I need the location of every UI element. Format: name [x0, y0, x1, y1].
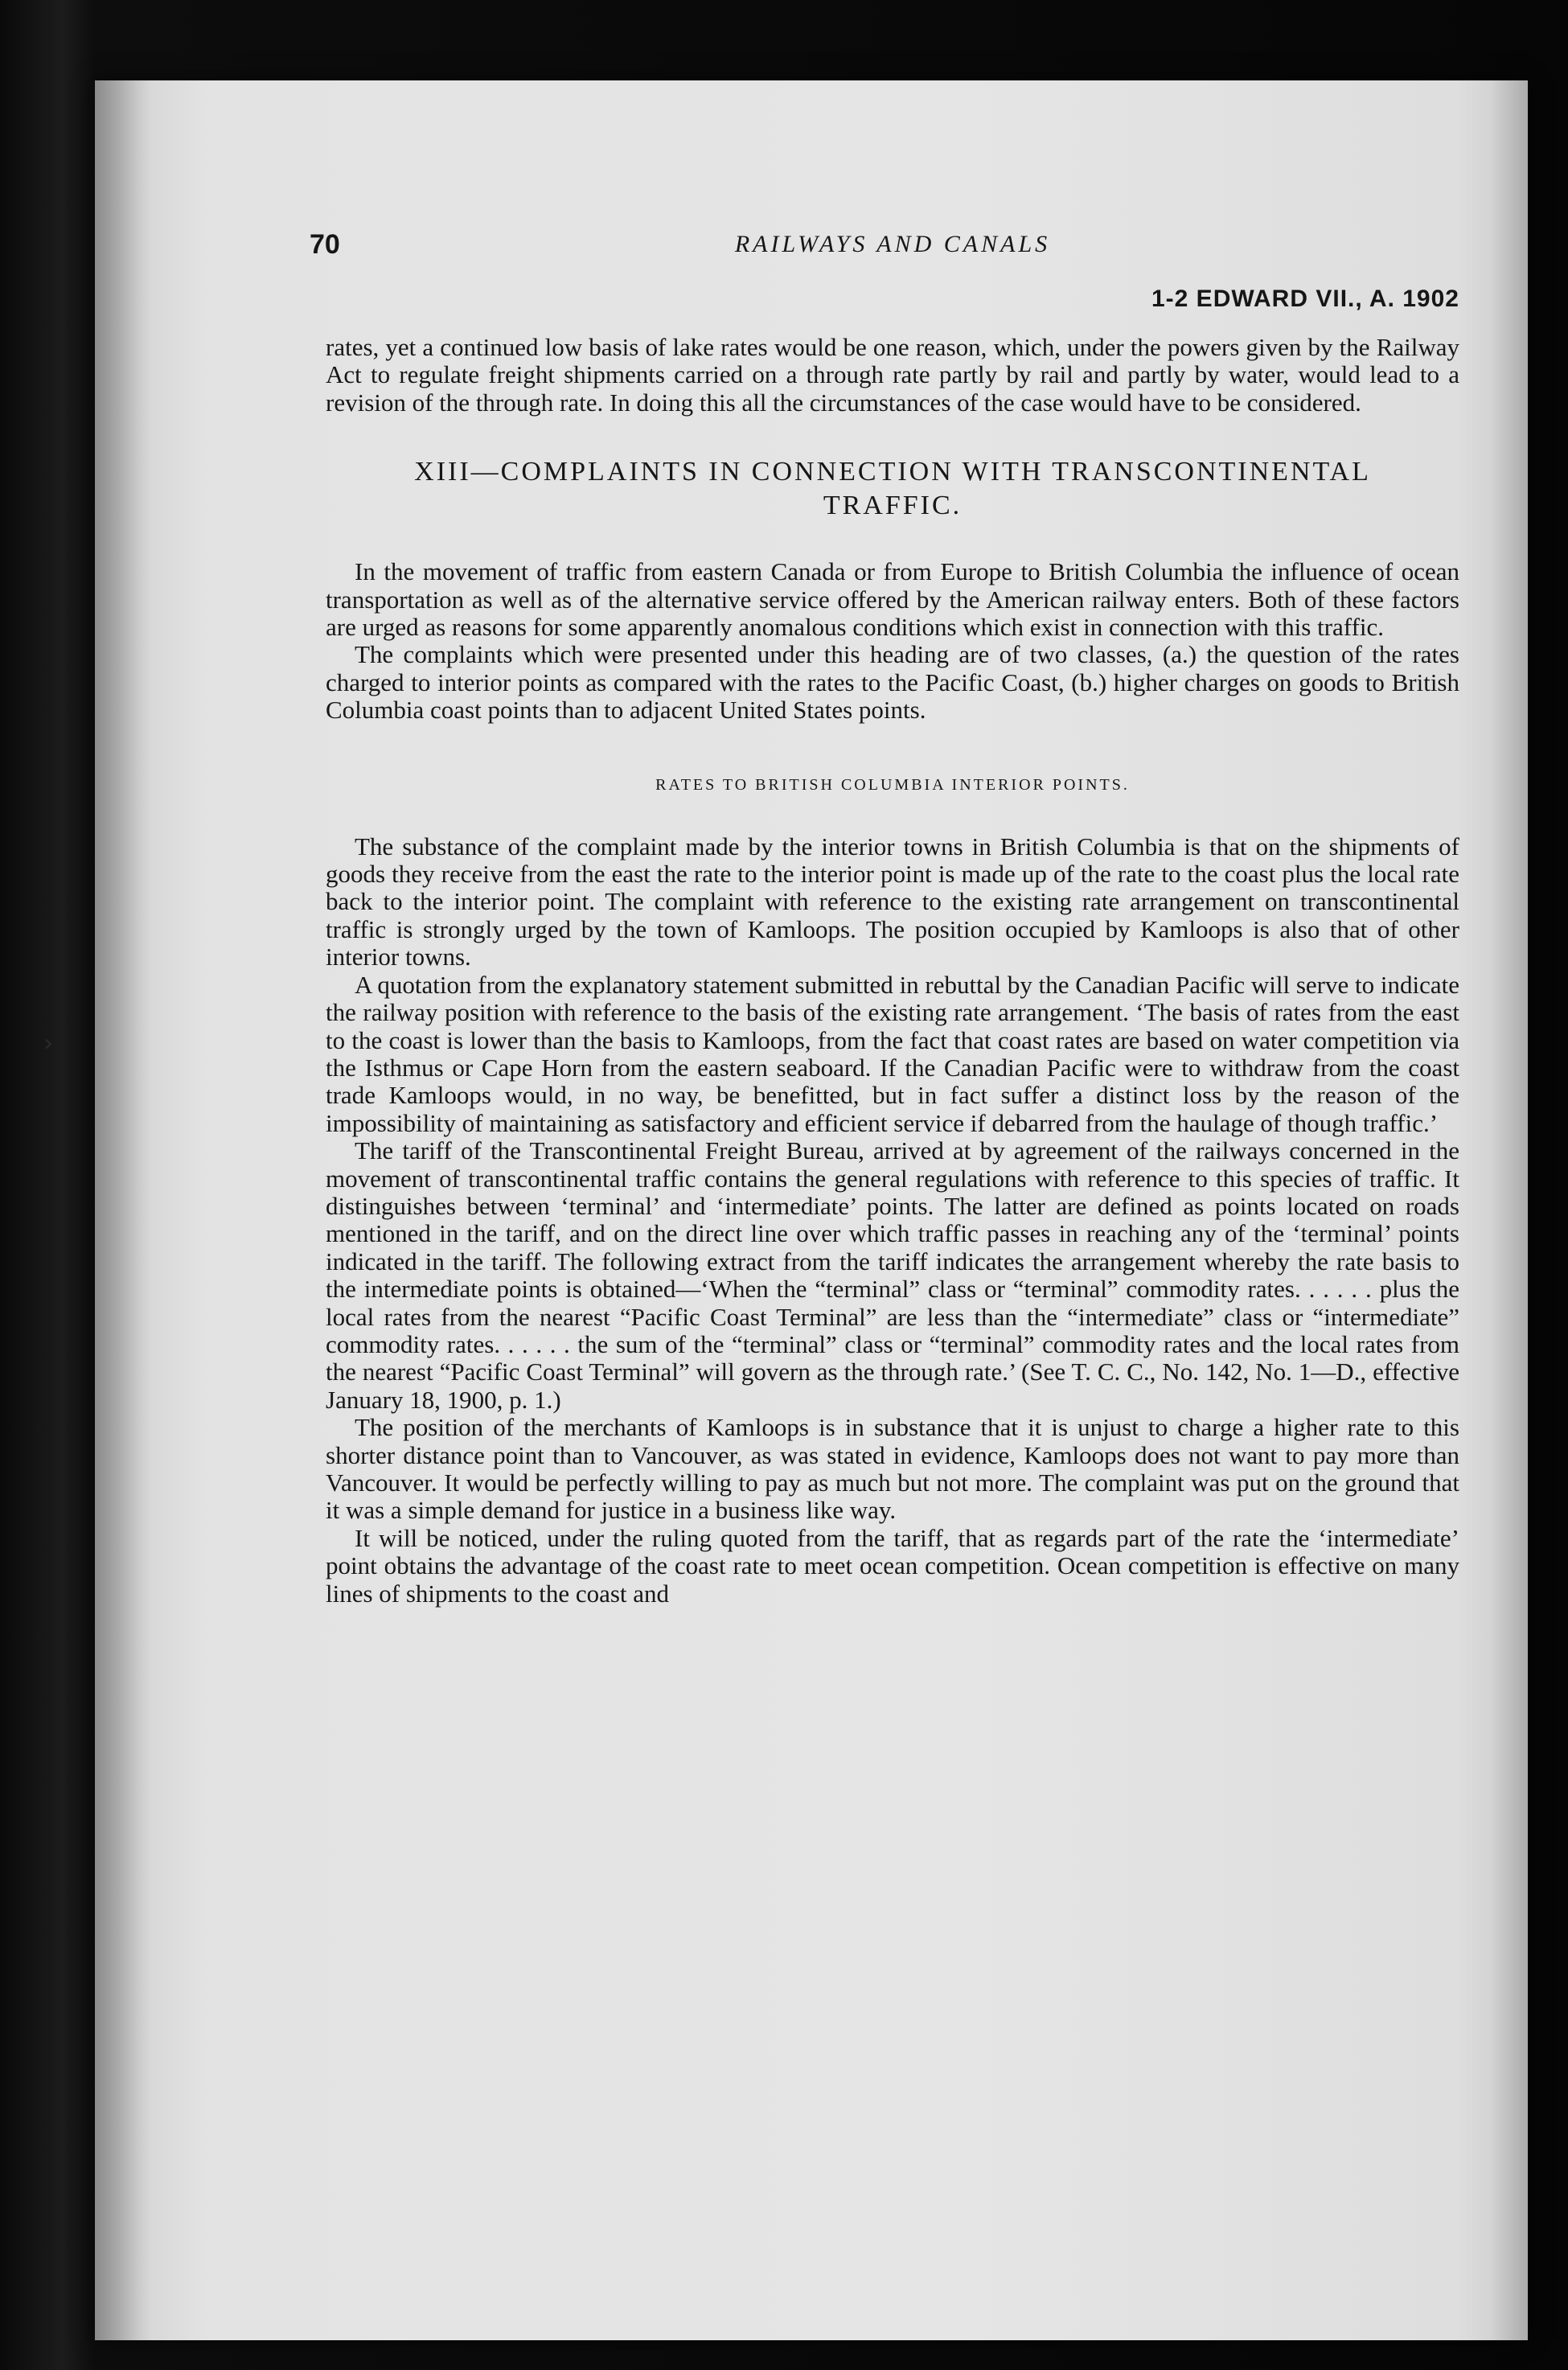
page-gutter-shadow	[95, 80, 151, 2340]
subsection-paragraph: The position of the merchants of Kamloops is in substance that it is unjust to charge a higher rate to this shorter distance point than to Vancouver, as was stated in evidence, Kamloops does not want to pay more than Vancouver. It would be perfectly willing to pay as much but not more. The complaint was put on the ground that it was a simple demand for justice in a business like way.	[326, 1413, 1459, 1525]
book-page	[43, 80, 1528, 2340]
section-paragraph: In the movement of traffic from eastern Canada or from Europe to British Columbia the influence of ocean transportation as well as of the alternative service offered by the American railway enters. Both of these factors are urged as reasons for some apparently anomalous conditions which exist in connection with this traffic.	[326, 557, 1459, 642]
session-reference: 1-2 EDWARD VII., A. 1902	[1151, 285, 1459, 312]
page-header	[310, 229, 1459, 269]
page-edge-shadow	[1491, 80, 1528, 2340]
intro-paragraph: rates, yet a continued low basis of lake rates would be one reason, which, under the powers given by the Railway Act to regulate freight shipments carried on a through rate partly by rail and partly by water, would lead to a revision of the through rate. In doing this all the circumstances of the case would have to be considered.	[326, 333, 1459, 417]
section-paragraph: The complaints which were presented under this heading are of two classes, (a.) the question of the rates charged to interior points as compared with the rates to the Pacific Coast, (b.) higher charges on goods to British Columbia coast points than to adjacent United States points.	[326, 640, 1459, 725]
page-content	[310, 229, 1459, 1608]
subsection-paragraph: A quotation from the explanatory statement submitted in rebuttal by the Canadian Pacific will serve to indicate the railway position with reference to the basis of the existing rate arrangement. ‘The basis of rates from the east to the coast is lower than the basis to Kamloops, from the fact that coast rates are based on water competition via the Isthmus or Cape Horn from the eastern seaboard. If the Canadian Pacific were to withdraw from the coast trade Kamloops would, in no way, be benefitted, but in fact suffer a distinct loss by the reason of the impossibility of maintaining as satisfactory and efficient service if debarred from the haulage of though traffic.’	[326, 970, 1459, 1137]
margin-mark: ›	[43, 1029, 53, 1058]
section-heading: XIII—COMPLAINTS IN CONNECTION WITH TRANSCONTINENTAL TRAFFIC.	[414, 457, 1371, 521]
subsection-paragraph: The tariff of the Transcontinental Freight Bureau, arrived at by agreement of the railways concerned in the movement of transcontinental traffic contains the general regulations with reference to this species of traffic. It distinguishes between ‘terminal’ and ‘intermediate’ points. The latter are defined as points located on roads mentioned in the tariff, and on the direct line over which traffic passes in reaching any of the ‘terminal’ points indicated in the tariff. The following extract from the tariff indicates the arrangement whereby the rate basis to the intermediate points is obtained—‘When the “terminal” class or “terminal” commodity rates. . . . . . plus the local rates from the nearest “Pacific Coast Terminal” are less than the “intermediate” class or “intermediate” commodity rates. . . . . . the sum of the “terminal” class or “terminal” commodity rates and the local rates from the nearest “Pacific Coast Terminal” will govern as the through rate.’ (See T. C. C., No. 142, No. 1—D., effective January 18, 1900, p. 1.)	[326, 1136, 1459, 1414]
running-title: RAILWAYS AND CANALS	[734, 231, 1051, 257]
subsection-paragraph: It will be noticed, under the ruling quoted from the tariff, that as regards part of the rate the ‘intermediate’ point obtains the advantage of the coast rate to meet ocean competition. Ocean competition is effective on many lines of shipments to the coast and	[326, 1523, 1459, 1608]
subsection-paragraph: The substance of the complaint made by the interior towns in British Columbia is that on the shipments of goods they receive from the east the rate to the interior point is made up of the rate to the coast plus the local rate back to the interior point. The complaint with reference to the existing rate arrangement on transcontinental traffic is strongly urged by the town of Kamloops. The position occupied by Kamloops is also that of other interior towns.	[326, 832, 1459, 971]
subsection-heading: RATES TO BRITISH COLUMBIA INTERIOR POINTS.	[655, 775, 1130, 794]
page-number: 70	[310, 229, 340, 260]
